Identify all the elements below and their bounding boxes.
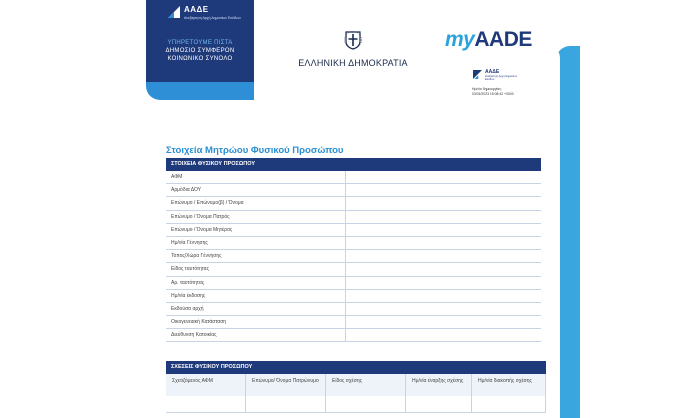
field-value <box>346 277 541 289</box>
field-label: ΑΦΜ <box>166 171 346 183</box>
aade-logo <box>146 0 254 82</box>
field-label: Εκδούσα αρχή <box>166 303 346 315</box>
form-title: Στοιχεία Μητρώου Φυσικού Προσώπου <box>166 145 344 156</box>
person-details-table <box>166 158 541 342</box>
field-label: Ημ/νία Γέννησης <box>166 237 346 249</box>
table-row <box>166 237 541 250</box>
aade-slogan-line3: ΚΟΙΝΩΝΙΚΟ ΣΥΝΟΛΟ <box>167 56 233 62</box>
field-value <box>346 197 541 209</box>
field-label: Αρμόδια ΔΟΥ <box>166 184 346 196</box>
person-details-header: ΣΤΟΙΧΕΙΑ ΦΥΣΙΚΟΥ ΠΡΟΣΩΠΟΥ <box>166 158 541 171</box>
field-label: Επώνυμο / Επώνυμο(β) / Όνομα <box>166 197 346 209</box>
field-value <box>346 237 541 249</box>
aade-logo-fullname: Ανεξάρτητη Αρχή Δημοσίων Εσόδων <box>184 16 241 20</box>
table-cell <box>406 396 472 412</box>
aade-slogan-line1: ΥΠΗΡΕΤΟΥΜΕ ΠΙΣΤΑ <box>167 40 233 46</box>
field-label: Επώνυμο / Όνομα Πατρός <box>166 211 346 223</box>
small-logo-fullname: Ανεξάρτητη Αρχή Δημοσίων Εσόδων <box>485 75 517 81</box>
table-row <box>166 171 541 184</box>
field-label: Διεύθυνση Κατοικίας <box>166 329 346 341</box>
column-header: Είδος σχέσης <box>326 374 406 396</box>
field-value <box>346 184 541 196</box>
small-logo-name: ΑΑΔΕ <box>485 69 500 75</box>
field-label: Επώνυμο / Όνομα Μητέρας <box>166 224 346 236</box>
myaade-logo-my: my <box>445 28 475 51</box>
aade-slogan-line2: ΔΗΜΟΣΙΟ ΣΥΜΦΕΡΟΝ <box>165 48 235 54</box>
field-value <box>346 263 541 275</box>
field-label: Αρ. ταυτότητας <box>166 277 346 289</box>
myaade-logo <box>445 28 532 52</box>
table-cell <box>326 396 406 412</box>
table-cell <box>166 396 246 412</box>
aade-logo-accent <box>146 82 254 100</box>
creation-date-value: 03/01/2023 15:08:42 +0000 <box>472 92 514 96</box>
field-value <box>346 329 541 341</box>
table-row <box>166 290 541 303</box>
table-row <box>166 197 541 210</box>
greek-emblem-icon <box>344 30 362 50</box>
table-row <box>166 303 541 316</box>
table-row <box>166 224 541 237</box>
table-cell <box>246 396 326 412</box>
aade-small-mark-icon <box>473 70 482 79</box>
field-value <box>346 171 541 183</box>
field-value <box>346 224 541 236</box>
field-value <box>346 290 541 302</box>
table-row <box>166 211 541 224</box>
myaade-logo-aade: AADE <box>474 28 532 51</box>
table-cell <box>472 396 546 412</box>
column-header: Ημ/νία διακοπής σχέσης <box>472 374 546 396</box>
relations-columns <box>166 374 546 396</box>
accent-stripe-cut <box>548 46 560 418</box>
table-row <box>166 316 541 329</box>
field-value <box>346 316 541 328</box>
aade-mark-icon <box>168 6 180 18</box>
field-label: Οικογενειακή Κατάσταση <box>166 316 346 328</box>
creation-date-label: Ημ/νία δημιουργίας: <box>472 87 502 91</box>
table-row <box>166 263 541 276</box>
table-row <box>166 184 541 197</box>
field-label: Τόπος/Χώρα Γέννησης <box>166 250 346 262</box>
table-row <box>166 277 541 290</box>
relations-table <box>166 361 546 413</box>
field-label: Είδος ταυτότητας <box>166 263 346 275</box>
table-row <box>166 329 541 342</box>
aade-logo-name: ΑΑΔΕ <box>184 5 209 14</box>
relations-header: ΣΧΕΣΕΙΣ ΦΥΣΙΚΟΥ ΠΡΟΣΩΠΟΥ <box>166 361 546 374</box>
field-value <box>346 211 541 223</box>
field-value <box>346 250 541 262</box>
republic-title: ΕΛΛΗΝΙΚΗ ΔΗΜΟΚΡΑΤΙΑ <box>298 58 408 68</box>
field-value <box>346 303 541 315</box>
column-header: Ημ/νία έναρξης σχέσης <box>406 374 472 396</box>
field-label: Ημ/νία έκδοσης <box>166 290 346 302</box>
column-header: Επώνυμο/ Όνομα Πατρώνυμο <box>246 374 326 396</box>
column-header: Σχετιζόμενος ΑΦΜ <box>166 374 246 396</box>
relations-row <box>166 396 546 413</box>
table-row <box>166 250 541 263</box>
